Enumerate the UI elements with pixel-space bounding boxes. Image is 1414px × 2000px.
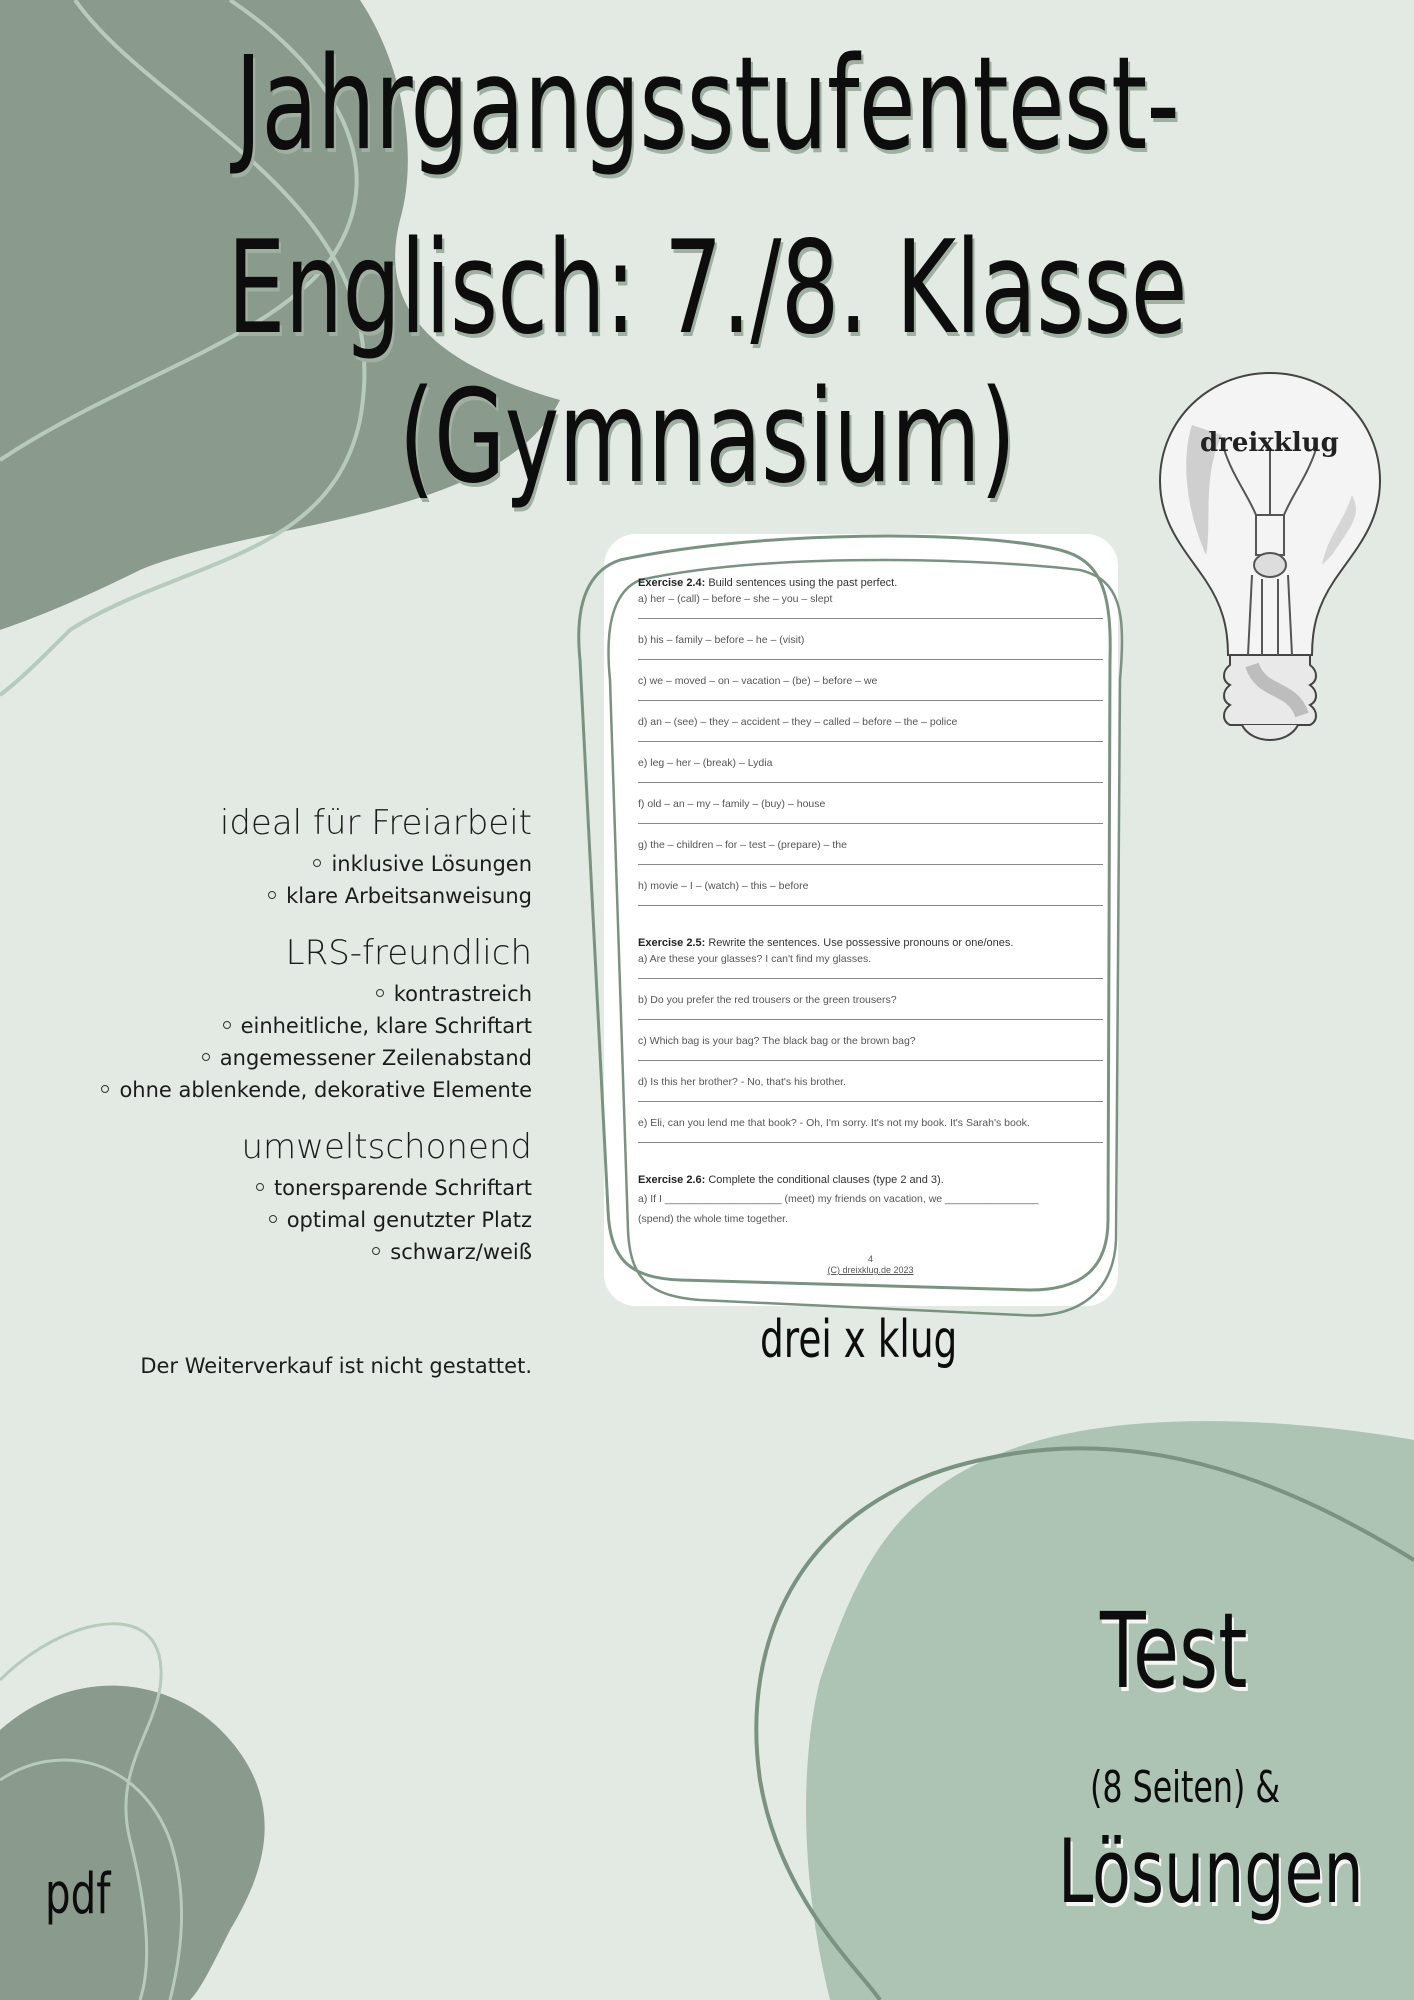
resale-notice: Der Weiterverkauf ist nicht gestattet. [140,1354,532,1378]
exercise-item: g) the – children – for – test – (prepare) – the [638,838,1103,879]
feature-heading: LRS-freundlich [285,933,532,973]
feature-item: inklusive Lösungen [40,848,532,880]
worksheet-page [638,574,1103,1274]
feature-item: tonersparende Schriftart [40,1172,532,1204]
page-footer [638,1254,1103,1276]
feature-group [40,1126,532,1268]
feature-group [40,932,532,1106]
exercise-item: h) movie – I – (watch) – this – before [638,879,1103,920]
feature-heading: ideal für Freiarbeit [219,803,532,843]
product-test-label: Test [1100,1590,1248,1712]
product-pages-label: (8 Seiten) & [1090,1762,1281,1813]
exercise-item: a) her – (call) – before – she – you – slept [638,592,1103,633]
exercise-item: b) Do you prefer the red trousers or the green trousers? [638,993,1103,1034]
feature-list [40,802,532,1288]
feature-item: angemessener Zeilenabstand [40,1042,532,1074]
exercise-item: e) Eli, can you lend me that book? - Oh, I'm sorry. It's not my book. It's Sarah's book. [638,1116,1103,1157]
feature-item: schwarz/weiß [40,1236,532,1268]
signature: drei x klug [760,1310,958,1370]
exercise-line: (spend) the whole time together. [638,1213,789,1225]
title-line-1: Jahrgangsstufentest- [234,30,1180,179]
exercise-item: a) Are these your glasses? I can't find my glasses. [638,952,1103,993]
exercise-item: e) leg – her – (break) – Lydia [638,756,1103,797]
product-solutions-label: Lösungen [1058,1820,1364,1923]
feature-group [40,802,532,912]
exercise-heading: Exercise 2.5: Rewrite the sentences. Use possessive pronouns or one/ones. [638,937,1014,949]
page-number: 4 [867,1254,873,1264]
exercise-item: c) Which bag is your bag? The black bag or the brown bag? [638,1034,1103,1075]
lightbulb-icon [1152,365,1388,755]
feature-heading: umweltschonend [241,1127,532,1167]
feature-item: ohne ablenkende, dekorative Elemente [40,1074,532,1106]
exercise-line: a) If I ____________________ (meet) my friends on vacation, we ________________ [638,1193,1039,1205]
bottom-left-blob [0,1686,265,2000]
exercise-heading: Exercise 2.6: Complete the conditional clauses (type 2 and 3). [638,1174,944,1186]
feature-item: kontrastreich [40,978,532,1010]
feature-item: optimal genutzter Platz [40,1204,532,1236]
exercise-item: d) an – (see) – they – accident – they – called – before – the – police [638,715,1103,756]
copyright: (C) dreixklug.de 2023 [827,1265,914,1275]
logo-brand-text: dreixklug [1200,428,1339,458]
title-line-2: Englisch: 7./8. Klasse (Gymnasium) [227,214,1187,512]
exercise-heading: Exercise 2.4: Build sentences using the past perfect. [638,577,898,589]
exercise-item: c) we – moved – on – vacation – (be) – before – we [638,674,1103,715]
exercise-item: d) Is this her brother? - No, that's his brother. [638,1075,1103,1116]
feature-item: einheitliche, klare Schriftart [40,1010,532,1042]
format-label: pdf [45,1862,111,1927]
exercise-item: b) his – family – before – he – (visit) [638,633,1103,674]
exercise-item: f) old – an – my – family – (buy) – house [638,797,1103,838]
feature-item: klare Arbeitsanweisung [40,880,532,912]
